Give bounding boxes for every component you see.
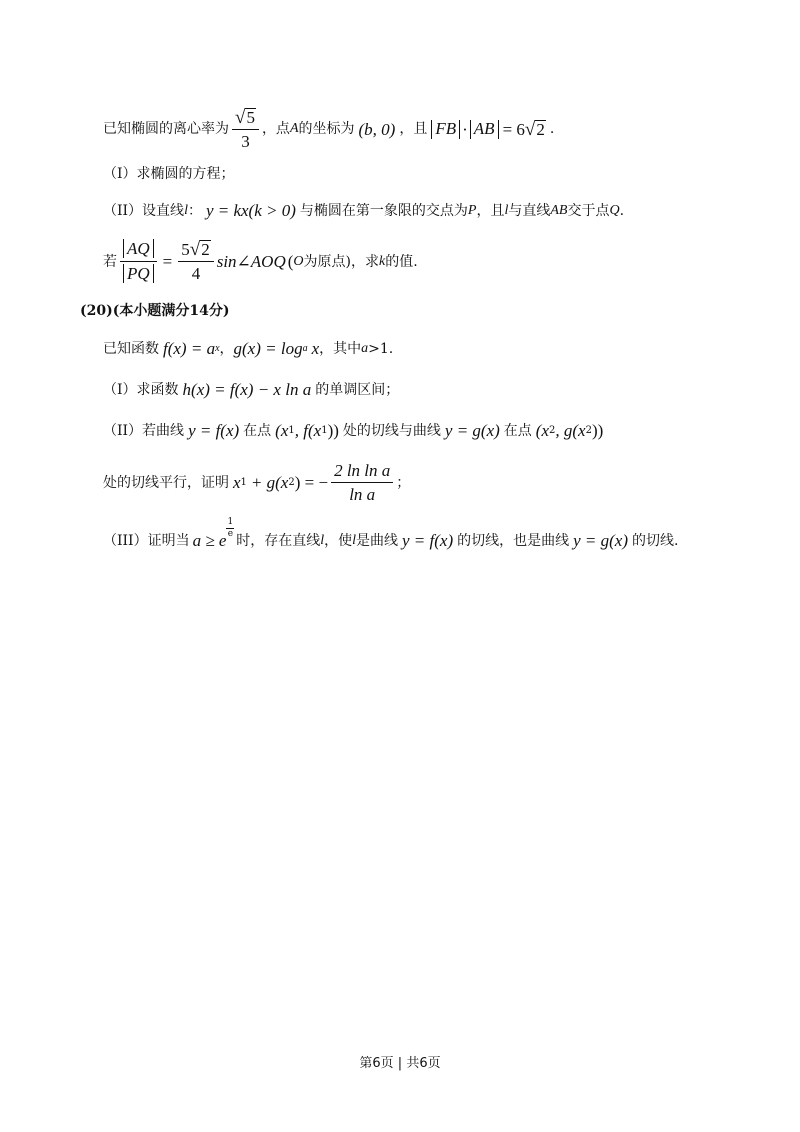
q20-heading xyxy=(80,304,229,318)
q20-prove xyxy=(103,462,410,504)
q19-condition-text: 若 xyxy=(103,253,117,270)
q20-variable-a: a xyxy=(361,340,369,356)
q20-f-definition: f(x) = a xyxy=(163,339,216,358)
q20-point2: )) xyxy=(591,421,604,440)
q20-sub: 2 xyxy=(288,476,295,488)
q19-abs-pq: PQ xyxy=(123,264,154,283)
q19-period: . xyxy=(549,121,555,138)
q19-origin-o: O xyxy=(293,253,304,269)
q19-equals-six: = 6 xyxy=(502,119,525,139)
q19-part2-text: 与椭圆在第一象限的交点为 xyxy=(299,202,468,219)
q20-point2: (x xyxy=(535,421,550,440)
q19-period: . xyxy=(619,202,625,219)
q20-exponent-denominator: e xyxy=(227,529,234,540)
q20-part3 xyxy=(103,517,679,552)
q20-intro-text: 已知函数 xyxy=(103,340,159,357)
q20-sub: 1 xyxy=(240,476,247,488)
q20-x1: x xyxy=(233,473,241,493)
q19-part1 xyxy=(103,167,235,181)
q20-sub: 1 xyxy=(288,424,295,436)
q19-abs-fb: FB xyxy=(431,120,460,139)
q20-g-definition: g(x) = log xyxy=(233,339,303,358)
q20-curve-g: y = g(x) xyxy=(444,421,500,440)
eccentricity-denominator: 3 xyxy=(241,132,250,151)
q19-line-equation: y = kx(k > 0) xyxy=(205,201,296,220)
q20-part2-text: （II）若曲线 xyxy=(103,422,185,439)
q19-point-p: P xyxy=(467,202,477,218)
q20-h-definition: h(x) = f(x) − x ln a xyxy=(182,380,312,399)
q19-line-l: l xyxy=(504,202,509,218)
q20-part3-text: 的切线，也是曲线 xyxy=(457,532,570,549)
q20-result-fraction xyxy=(331,462,393,504)
q20-equals-minus: ) = − xyxy=(294,473,329,493)
q19-abs-aq: AQ xyxy=(123,239,154,258)
q19-condition xyxy=(103,240,418,283)
q19-equals: = xyxy=(162,252,173,272)
q19-sqrt-two: √ 2 xyxy=(524,118,545,140)
q20-part3-text: 是曲线 xyxy=(356,532,398,549)
q19-coeff-denominator: 4 xyxy=(191,264,201,284)
q19-abs-ab: AB xyxy=(470,120,499,139)
q20-part2-text: 在点 xyxy=(243,422,272,439)
q19-coeff-five: 5 xyxy=(181,240,190,260)
q19-ratio-fraction xyxy=(120,240,157,283)
q19-coeff-sqrt-two: 2 xyxy=(201,240,210,260)
q20-sub: 1 xyxy=(321,424,328,436)
q19-part2-text: 交于点 xyxy=(567,202,610,219)
q20-sub: 2 xyxy=(549,424,556,436)
q19-coeff-fraction: 5 √ 2 4 xyxy=(178,240,213,283)
q20-line-l: l xyxy=(320,532,325,548)
q19-part2-text: ，且 xyxy=(476,202,505,219)
q20-part2 xyxy=(103,422,603,439)
q19-part2-text: （II）设直线 xyxy=(103,202,185,219)
q20-result-numerator: 2 ln ln a xyxy=(331,462,393,483)
q19-part1-text: （I）求椭圆的方程； xyxy=(103,166,235,182)
q20-log-arg: x xyxy=(311,339,320,358)
q20-curve-g: y = g(x) xyxy=(573,531,628,551)
q20-intro-text: ， xyxy=(219,340,234,357)
q19-part2-text: ： xyxy=(187,202,202,219)
q20-part3-text: 时，存在直线 xyxy=(236,532,321,549)
q20-sub: 2 xyxy=(585,424,592,436)
q19-sin-angle: sin∠AOQ xyxy=(216,252,286,272)
q20-part2-text: 在点 xyxy=(503,422,532,439)
q20-intro xyxy=(103,340,393,357)
q19-intro-text: 已知椭圆的离心率为 xyxy=(103,121,229,138)
q20-point1: (x xyxy=(275,421,289,440)
q19-line-l: l xyxy=(184,202,188,218)
q20-part3-text: ，使 xyxy=(324,532,353,549)
q19-part2-text: 与直线 xyxy=(508,202,551,219)
q20-intro-text: ，其中 xyxy=(319,340,362,357)
q19-dot: · xyxy=(462,119,468,139)
q20-result-denominator: ln a xyxy=(349,484,376,504)
q20-gx2: + g(x xyxy=(250,473,289,493)
page-footer: 第6页 | 共6页 xyxy=(359,1056,441,1071)
q20-line-l: l xyxy=(352,532,356,548)
q20-point1: , f(x xyxy=(294,421,322,440)
q20-part1 xyxy=(103,381,399,398)
q19-intro-text: 的坐标为 xyxy=(298,121,355,138)
q20-part2-text: 处的切线与曲线 xyxy=(342,422,441,439)
q20-point2: , g(x xyxy=(555,421,586,440)
q20-curve-f: y = f(x) xyxy=(402,531,454,551)
q20-inequality: a ≥ e xyxy=(192,531,227,551)
q20-prove-text: 处的切线平行，证明 xyxy=(103,474,229,491)
eccentricity-fraction: √ 5 3 xyxy=(232,108,259,151)
q19-intro-line xyxy=(103,108,554,151)
q20-f-exponent: x xyxy=(215,342,220,354)
q19-line-ab: AB xyxy=(550,202,568,218)
q19-intro-text: ，点 xyxy=(261,121,290,138)
q19-paren-open: ( xyxy=(287,252,294,272)
q20-part3-text: 的切线. xyxy=(632,532,679,549)
q20-heading-text: (20)(本小题满分14分) xyxy=(80,303,230,319)
q19-origin-note: 为原点) xyxy=(303,253,351,270)
q19-point-q: Q xyxy=(609,202,620,218)
q20-exponent-fraction xyxy=(226,518,234,540)
q20-semicolon: ； xyxy=(396,474,411,491)
q20-point1: )) xyxy=(327,421,339,440)
q20-part3-text: （III）证明当 xyxy=(103,532,190,549)
eccentricity-numerator: 5 xyxy=(246,108,255,128)
q19-point-label: A xyxy=(289,121,299,137)
q20-part1-text: 的单调区间； xyxy=(315,381,400,398)
q20-exponent-numerator: 1 xyxy=(226,518,234,529)
q19-intro-text: ，且 xyxy=(399,121,428,138)
q19-condition-text: ，求 xyxy=(351,253,379,270)
q19-sqrt-two-value: 2 xyxy=(536,120,545,140)
q20-curve-f: y = f(x) xyxy=(188,421,240,440)
q20-part1-text: （I）求函数 xyxy=(103,381,179,398)
q20-condition: >1. xyxy=(368,340,394,357)
q19-variable-k: k xyxy=(379,253,386,269)
q19-coordinate: (b, 0) xyxy=(358,119,396,139)
q19-part2 xyxy=(103,202,624,219)
q20-log-base: a xyxy=(302,342,308,354)
q19-condition-text: 的值. xyxy=(385,253,418,270)
